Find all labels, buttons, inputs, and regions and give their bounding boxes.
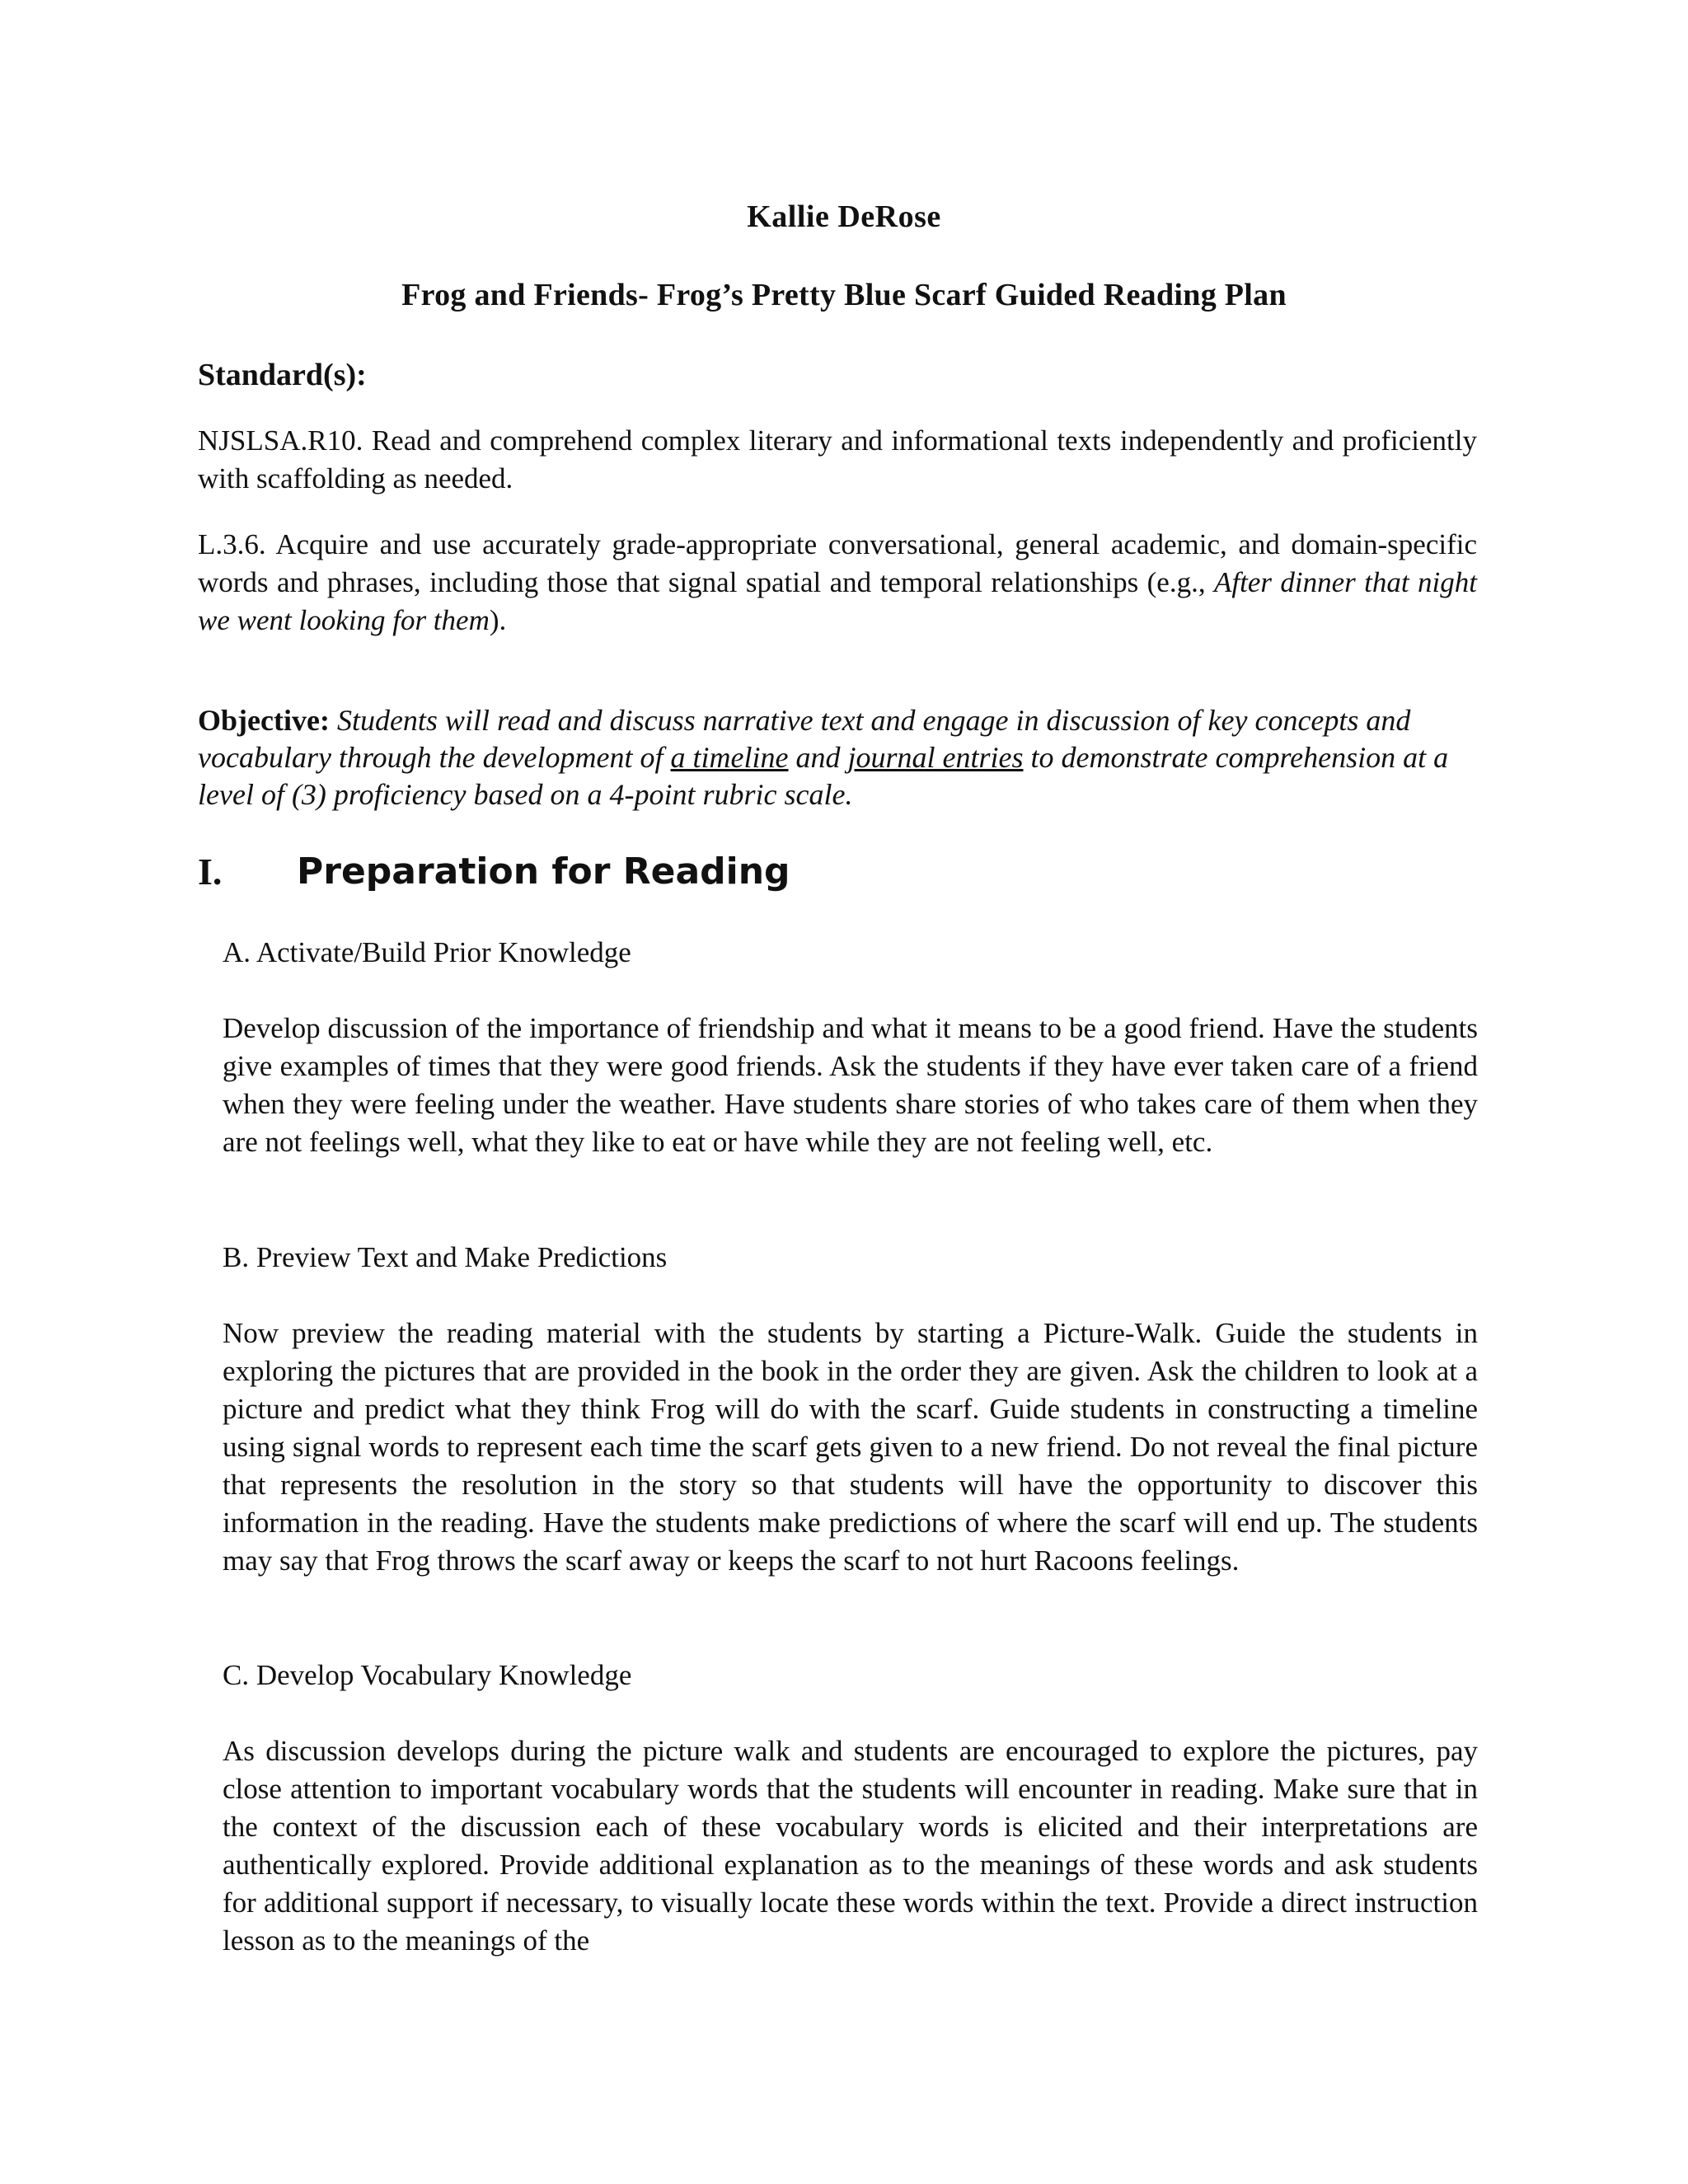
subsection-a-heading: A. Activate/Build Prior Knowledge: [223, 936, 631, 968]
standard-l-3-6-example: After dinner that night we went looking for them: [198, 566, 1477, 636]
standard-l-3-6: [198, 526, 1477, 640]
subsection-c-body: As discussion develops during the picture walk and students are encouraged to explore the pictures, pay close attention to important vocabulary words that the students will encounter in reading. Make sure that in the context of the discussion each of these vocabulary words is elicited and their interpretations are authentically explored. Provide additional explanation as to the meanings of these words and ask students for additional support if necessary, to visually locate these words within the text. Provide a direct instruction lesson as to the meanings of the: [223, 1735, 1478, 1957]
section-heading: [198, 849, 790, 895]
objective-timeline: a timeline: [670, 741, 789, 774]
section-title: Preparation for Reading: [297, 851, 790, 893]
objective-journal-entries: journal entries: [847, 741, 1024, 774]
author-name: Kallie DeRose: [747, 199, 941, 234]
subsection-a-body: Develop discussion of the importance of friendship and what it means to be a good friend. Have the students give examples of times that they were good friends. Ask the students if they have ever taken care of a friend when they were feeling under the weather. Have students share stories of who takes care of them when they are not feelings well, what they like to eat or have while they are not feeling well, etc.: [223, 1012, 1478, 1158]
subsection-b-body: Now preview the reading material with the students by starting a Picture-Walk. Guide the students in exploring the pictures that are provided in the book in the order they are given. Ask the children to look at a picture and predict what they think Frog will do with the scarf. Guide students in constructing a timeline using signal words to represent each time the scarf gets given to a new friend. Do not reveal the final picture that represents the resolution in the story so that students will have the opportunity to discover this information in the reading. Have the students make predictions of where the scarf will end up. The students may say that Frog throws the scarf away or keeps the scarf to not hurt Racoons feelings.: [223, 1317, 1478, 1577]
objective-label: Objective:: [198, 704, 330, 737]
objective-text-3: to demonstrate comprehension at a level of (3) proficiency based on a 4-point rubric scale.: [198, 741, 1449, 811]
objective-text-2: and: [788, 741, 848, 774]
objective-text-1: Students will read and discuss narrative text and engage in discussion of key concepts and vocabulary through the development of: [198, 704, 1411, 774]
section-number: I.: [198, 851, 223, 893]
standard-l-3-6-text: L.3.6. Acquire and use accurately grade-appropriate conversational, general academic, and domain-specific words and phrases, including those that signal spatial and temporal relationships (e.g.,: [198, 528, 1477, 598]
standard-l-3-6-closing: ).: [489, 604, 507, 636]
standards-heading: Standard(s):: [198, 358, 367, 392]
subsection-b-heading: B. Preview Text and Make Predictions: [223, 1241, 668, 1273]
document-title: Frog and Friends- Frog’s Pretty Blue Scarf Guided Reading Plan: [401, 278, 1287, 312]
subsection-c-heading: C. Develop Vocabulary Knowledge: [223, 1659, 632, 1691]
standard-njslsa-r10: NJSLSA.R10. Read and comprehend complex literary and informational texts independently and proficiently with scaffolding as needed.: [198, 424, 1477, 494]
objective: [198, 702, 1477, 813]
